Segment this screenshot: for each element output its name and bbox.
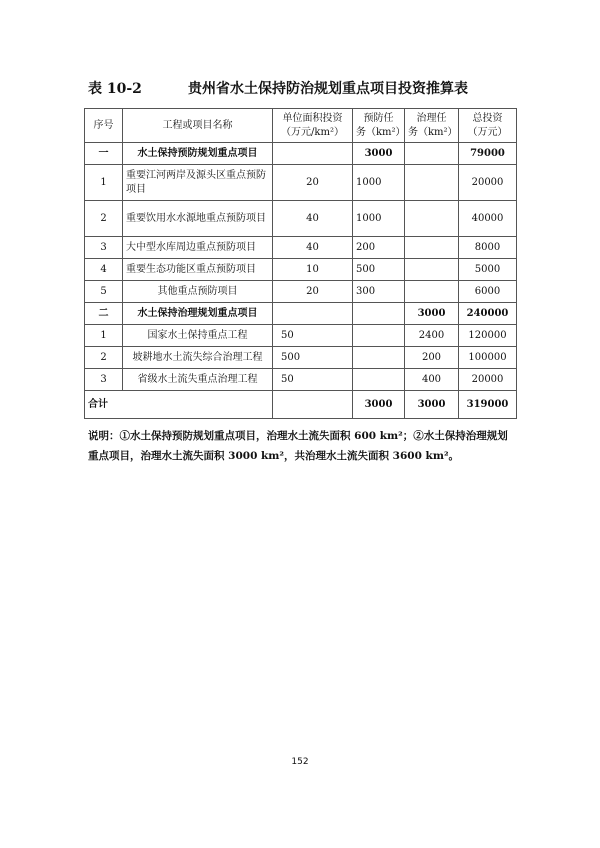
header-total-line2: （万元） (467, 126, 508, 138)
investment-table (84, 108, 517, 419)
cell-seq: 二 (85, 303, 123, 325)
cell-control (405, 259, 459, 281)
header-prevent-line1: 预防任 (363, 112, 394, 124)
cell-control: 3000 (405, 391, 459, 419)
cell-prevent: 200 (353, 237, 405, 259)
cell-control: 2400 (405, 325, 459, 347)
cell-total: 40000 (459, 201, 517, 237)
cell-prevent (353, 325, 405, 347)
header-prevention-task (353, 109, 405, 143)
table-row (85, 281, 517, 303)
header-control-line1: 治理任 (416, 112, 447, 124)
cell-name: 坡耕地水土流失综合治理工程 (123, 347, 273, 369)
table-row (85, 259, 517, 281)
header-seq: 序号 (85, 109, 123, 143)
header-name: 工程或项目名称 (123, 109, 273, 143)
cell-name: 大中型水库周边重点预防项目 (123, 237, 273, 259)
table-caption: 贵州省水土保持防治规划重点项目投资推算表 (188, 81, 468, 97)
cell-unit: 10 (273, 259, 353, 281)
table-row (85, 237, 517, 259)
cell-seq: 2 (85, 201, 123, 237)
cell-prevent: 300 (353, 281, 405, 303)
header-unit-investment (273, 109, 353, 143)
cell-unit: 40 (273, 237, 353, 259)
cell-name: 水土保持治理规划重点项目 (123, 303, 273, 325)
cell-name: 重要生态功能区重点预防项目 (123, 259, 273, 281)
cell-seq: 2 (85, 347, 123, 369)
cell-unit: 500 (273, 347, 353, 369)
cell-prevent (353, 347, 405, 369)
header-control-task (405, 109, 459, 143)
cell-prevent (353, 369, 405, 391)
cell-control: 400 (405, 369, 459, 391)
cell-total: 120000 (459, 325, 517, 347)
table-header-row (85, 109, 517, 143)
cell-total: 8000 (459, 237, 517, 259)
cell-unit: 50 (273, 325, 353, 347)
cell-prevent: 3000 (353, 391, 405, 419)
cell-total: 100000 (459, 347, 517, 369)
cell-name: 重要江河两岸及源头区重点预防项目 (123, 165, 273, 201)
cell-total-label (85, 391, 273, 419)
header-unit-line2: （万元/km²） (281, 126, 344, 138)
cell-name: 其他重点预防项目 (123, 281, 273, 303)
cell-name: 省级水土流失重点治理工程 (123, 369, 273, 391)
cell-unit (273, 303, 353, 325)
table-row (85, 347, 517, 369)
cell-seq: 3 (85, 237, 123, 259)
header-total-line1: 总投资 (472, 112, 503, 124)
header-total-investment (459, 109, 517, 143)
cell-control (405, 281, 459, 303)
cell-total: 5000 (459, 259, 517, 281)
cell-prevent: 1000 (353, 201, 405, 237)
cell-seq: 一 (85, 143, 123, 165)
cell-prevent: 3000 (353, 143, 405, 165)
header-unit-line1: 单位面积投资 (282, 112, 343, 124)
cell-control (405, 143, 459, 165)
cell-total: 319000 (459, 391, 517, 419)
table-note: 说明：①水土保持预防规划重点项目，治理水土流失面积 600 km²；②水土保持治理规划重点项目，治理水土流失面积 3000 km²，共治理水土流失面积 3600 km²。 (88, 430, 508, 462)
cell-control (405, 165, 459, 201)
cell-total: 6000 (459, 281, 517, 303)
table-row (85, 165, 517, 201)
cell-total: 20000 (459, 369, 517, 391)
header-control-line2: 务（km²） (408, 126, 458, 138)
table-number: 表 10-2 (88, 81, 142, 97)
table-row (85, 143, 517, 165)
table-row (85, 369, 517, 391)
cell-unit: 20 (273, 165, 353, 201)
cell-seq: 1 (85, 165, 123, 201)
total-row (85, 391, 517, 419)
cell-seq: 3 (85, 369, 123, 391)
cell-total: 20000 (459, 165, 517, 201)
cell-total: 240000 (459, 303, 517, 325)
cell-seq: 5 (85, 281, 123, 303)
cell-seq: 1 (85, 325, 123, 347)
cell-prevent (353, 303, 405, 325)
table-row (85, 303, 517, 325)
cell-control (405, 237, 459, 259)
cell-unit (273, 391, 353, 419)
cell-name: 水土保持预防规划重点项目 (123, 143, 273, 165)
cell-control: 3000 (405, 303, 459, 325)
cell-seq: 4 (85, 259, 123, 281)
cell-unit: 50 (273, 369, 353, 391)
table-title (88, 76, 528, 98)
table-row (85, 201, 517, 237)
table-row (85, 325, 517, 347)
total-label: 合计 (88, 398, 108, 410)
header-prevent-line2: 务（km²） (356, 126, 406, 138)
cell-total: 79000 (459, 143, 517, 165)
cell-unit (273, 143, 353, 165)
cell-unit: 40 (273, 201, 353, 237)
cell-prevent: 500 (353, 259, 405, 281)
cell-control (405, 201, 459, 237)
page-number: 152 (291, 757, 309, 767)
cell-prevent: 1000 (353, 165, 405, 201)
cell-unit: 20 (273, 281, 353, 303)
cell-control: 200 (405, 347, 459, 369)
cell-name: 重要饮用水水源地重点预防项目 (123, 201, 273, 237)
cell-name: 国家水土保持重点工程 (123, 325, 273, 347)
